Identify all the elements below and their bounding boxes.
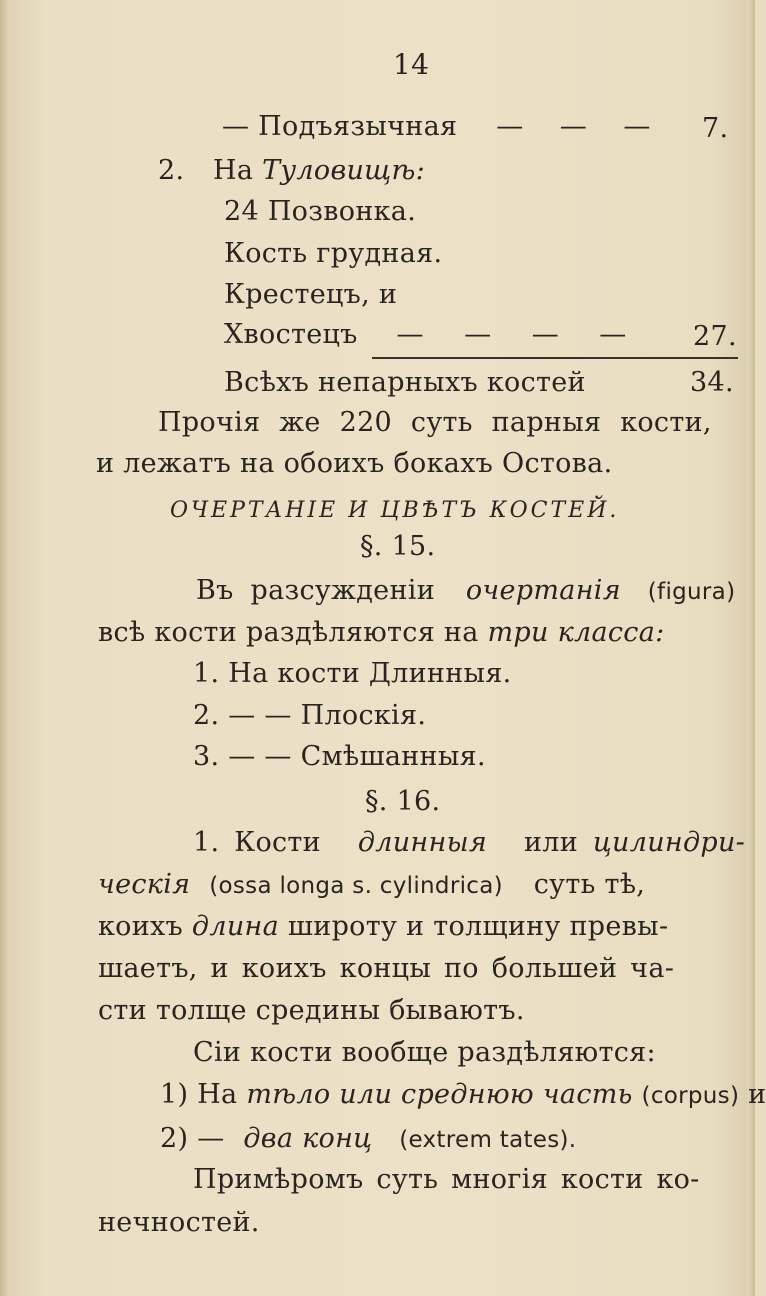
line-body-part (160, 1078, 766, 1113)
line-two-ends (160, 1122, 576, 1157)
class-long: 1. На кости Длинныя. (193, 658, 512, 689)
text: широту и толщину превы- (287, 911, 669, 942)
italic-text: очертанія (465, 575, 621, 606)
italic-text: тѣло или среднюю часть (246, 1079, 633, 1110)
italic-text: длинныя (357, 827, 488, 858)
text: суть тѣ, (533, 869, 646, 900)
text: — Подъязычная (222, 111, 458, 142)
page-number: 14 (393, 48, 430, 81)
text: и (748, 1079, 766, 1110)
latin-text: (ossa longa s. cylindrica) (209, 873, 503, 899)
line-total-unpaired: Всѣхъ непарныхъ костей (224, 367, 586, 398)
italic-text: длина (191, 911, 279, 942)
text: 1. Кости (193, 827, 321, 858)
item-number-2: 2. (158, 155, 185, 186)
line-figure (196, 574, 735, 609)
line-vertebrae: 24 Позвонка. (224, 196, 417, 227)
class-flat: 2. — — Плоскія. (193, 700, 427, 731)
line-middle: сти толще средины бываютъ. (98, 995, 525, 1026)
page-left-edge (0, 0, 10, 1296)
line-sacrum: Крестецъ, и (224, 279, 398, 310)
sum-rule (372, 357, 738, 359)
section-15: §. 15. (360, 531, 436, 562)
line-divided: Сіи кости вообще раздѣляются: (193, 1037, 656, 1068)
line-paired-bones: Прочія же 220 суть парныя кости, (158, 407, 712, 438)
latin-text: (extrem tates). (399, 1127, 577, 1153)
text: 1) На (160, 1079, 238, 1110)
line-cylindrical (98, 868, 645, 903)
italic-text: два конц (243, 1123, 373, 1154)
text: На (213, 155, 254, 186)
line-three-classes (98, 616, 665, 650)
dashes: — — — (496, 111, 665, 142)
latin-text: (figura) (647, 579, 736, 605)
line-trunk (213, 154, 425, 188)
italic-text: три класса: (487, 617, 665, 648)
text: Въ разсужденіи (196, 575, 435, 606)
section-16: §. 16. (365, 786, 441, 817)
italic-text: цилиндри- (592, 827, 746, 858)
dashes: — — — — (396, 319, 643, 350)
line-length (98, 910, 668, 944)
text: или (523, 827, 579, 858)
count-34: 34. (690, 367, 734, 398)
italic-text: Туловищѣ: (262, 155, 426, 186)
latin-text: (corpus) (641, 1083, 740, 1109)
class-mixed: 3. — — Смѣшанныя. (193, 741, 486, 772)
count-27: 27. (693, 321, 737, 352)
line-both-sides: и лежатъ на обоихъ бокахъ Остова. (96, 448, 613, 479)
line-long-bones (193, 826, 745, 860)
line-podyazychnaya (222, 110, 664, 144)
section-heading: ОЧЕРТАНІЕ И ЦВѢТЪ КОСТЕЙ. (170, 498, 620, 523)
text: всѣ кости раздѣляются на (98, 617, 479, 648)
line-ends: шаетъ, и коихъ концы по большей ча- (98, 953, 675, 984)
italic-text: ческія (98, 869, 191, 900)
text: 2) — (160, 1123, 225, 1154)
line-example: Примѣромъ суть многія кости ко- (193, 1164, 700, 1195)
line-extremities: нечностей. (98, 1207, 260, 1238)
count-7: 7. (702, 113, 729, 144)
line-coccyx (224, 318, 642, 352)
text: коихъ (98, 911, 184, 942)
line-sternum: Кость грудная. (224, 238, 443, 269)
text: Хвостецъ (224, 319, 358, 350)
